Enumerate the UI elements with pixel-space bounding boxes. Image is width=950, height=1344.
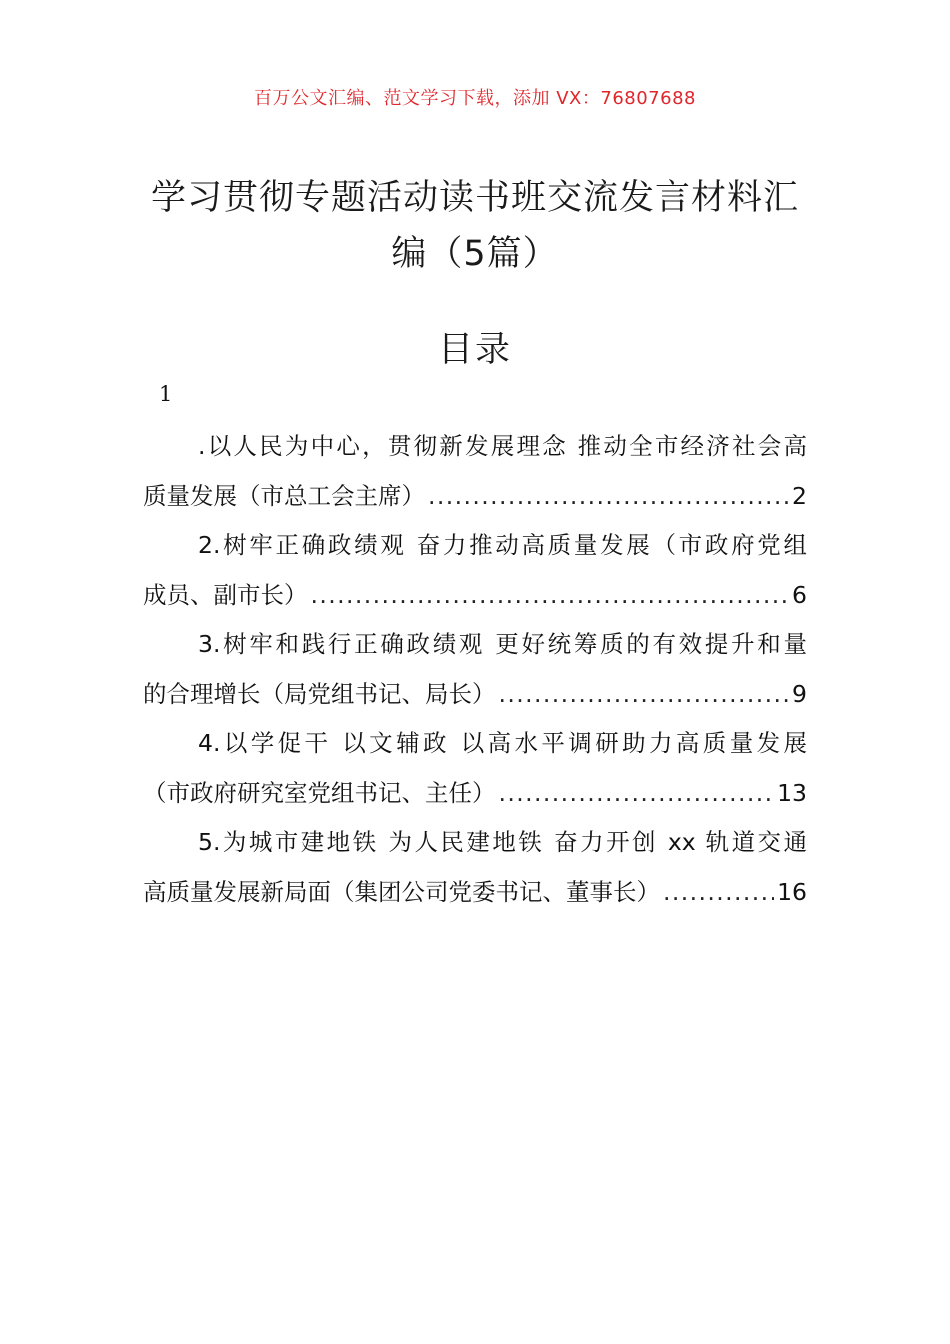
toc-entry-3[interactable] xyxy=(143,621,807,720)
dot-leader xyxy=(499,770,775,816)
dot-leader xyxy=(499,671,790,717)
table-of-contents xyxy=(143,423,807,918)
toc-page-number: 16 xyxy=(777,878,807,906)
toc-page-number: 9 xyxy=(792,680,807,708)
toc-page-number: 2 xyxy=(792,482,807,510)
watermark-text: 百万公文汇编、范文学习下载，添加 VX：76807688 xyxy=(254,88,696,109)
toc-page-number: 6 xyxy=(792,581,807,609)
document-title: 学习贯彻专题活动读书班交流发言材料汇编（5篇） xyxy=(150,178,799,274)
toc-entry-title-line2-row xyxy=(143,572,807,621)
toc-entry-title-line1: 3.树牢和践行正确政绩观 更好统筹质的有效提升和量 xyxy=(198,630,807,658)
toc-entry-title-line1: 5.为城市建地铁 为人民建地铁 奋力开创 xx 轨道交通 xyxy=(198,828,807,856)
toc-entry-4[interactable] xyxy=(143,720,807,819)
toc-entry-title-line2: 质量发展（市总工会主席） xyxy=(143,482,425,510)
toc-entry-1[interactable] xyxy=(143,423,807,522)
toc-entry-title-line2: 成员、副市长） xyxy=(143,581,308,609)
toc-entry-title-line1: 4.以学促干 以文辅政 以高水平调研助力高质量发展 xyxy=(198,729,807,757)
toc-entry-title-line2-row xyxy=(143,473,807,522)
toc-entry-title-line2-row xyxy=(143,671,807,720)
toc-entry-title-line2: 高质量发展新局面（集团公司党委书记、董事长） xyxy=(143,878,660,906)
toc-entry-5[interactable] xyxy=(143,819,807,918)
toc-page-number: 13 xyxy=(777,779,807,807)
page-marker: 1 xyxy=(159,382,173,406)
toc-entry-title-line2: 的合理增长（局党组书记、局长） xyxy=(143,680,496,708)
toc-entry-2[interactable] xyxy=(143,522,807,621)
toc-heading: 目录 xyxy=(437,330,512,370)
toc-entry-title-line2: （市政府研究室党组书记、主任） xyxy=(143,779,496,807)
dot-leader xyxy=(663,869,774,915)
toc-entry-title-line2-row xyxy=(143,869,807,918)
toc-entry-title-line1: .以人民为中心，贯彻新发展理念 推动全市经济社会高 xyxy=(198,432,807,460)
dot-leader xyxy=(428,473,789,519)
toc-entry-title-line2-row xyxy=(143,770,807,819)
dot-leader xyxy=(311,572,790,618)
toc-entry-title-line1: 2.树牢正确政绩观 奋力推动高质量发展（市政府党组 xyxy=(198,531,807,559)
